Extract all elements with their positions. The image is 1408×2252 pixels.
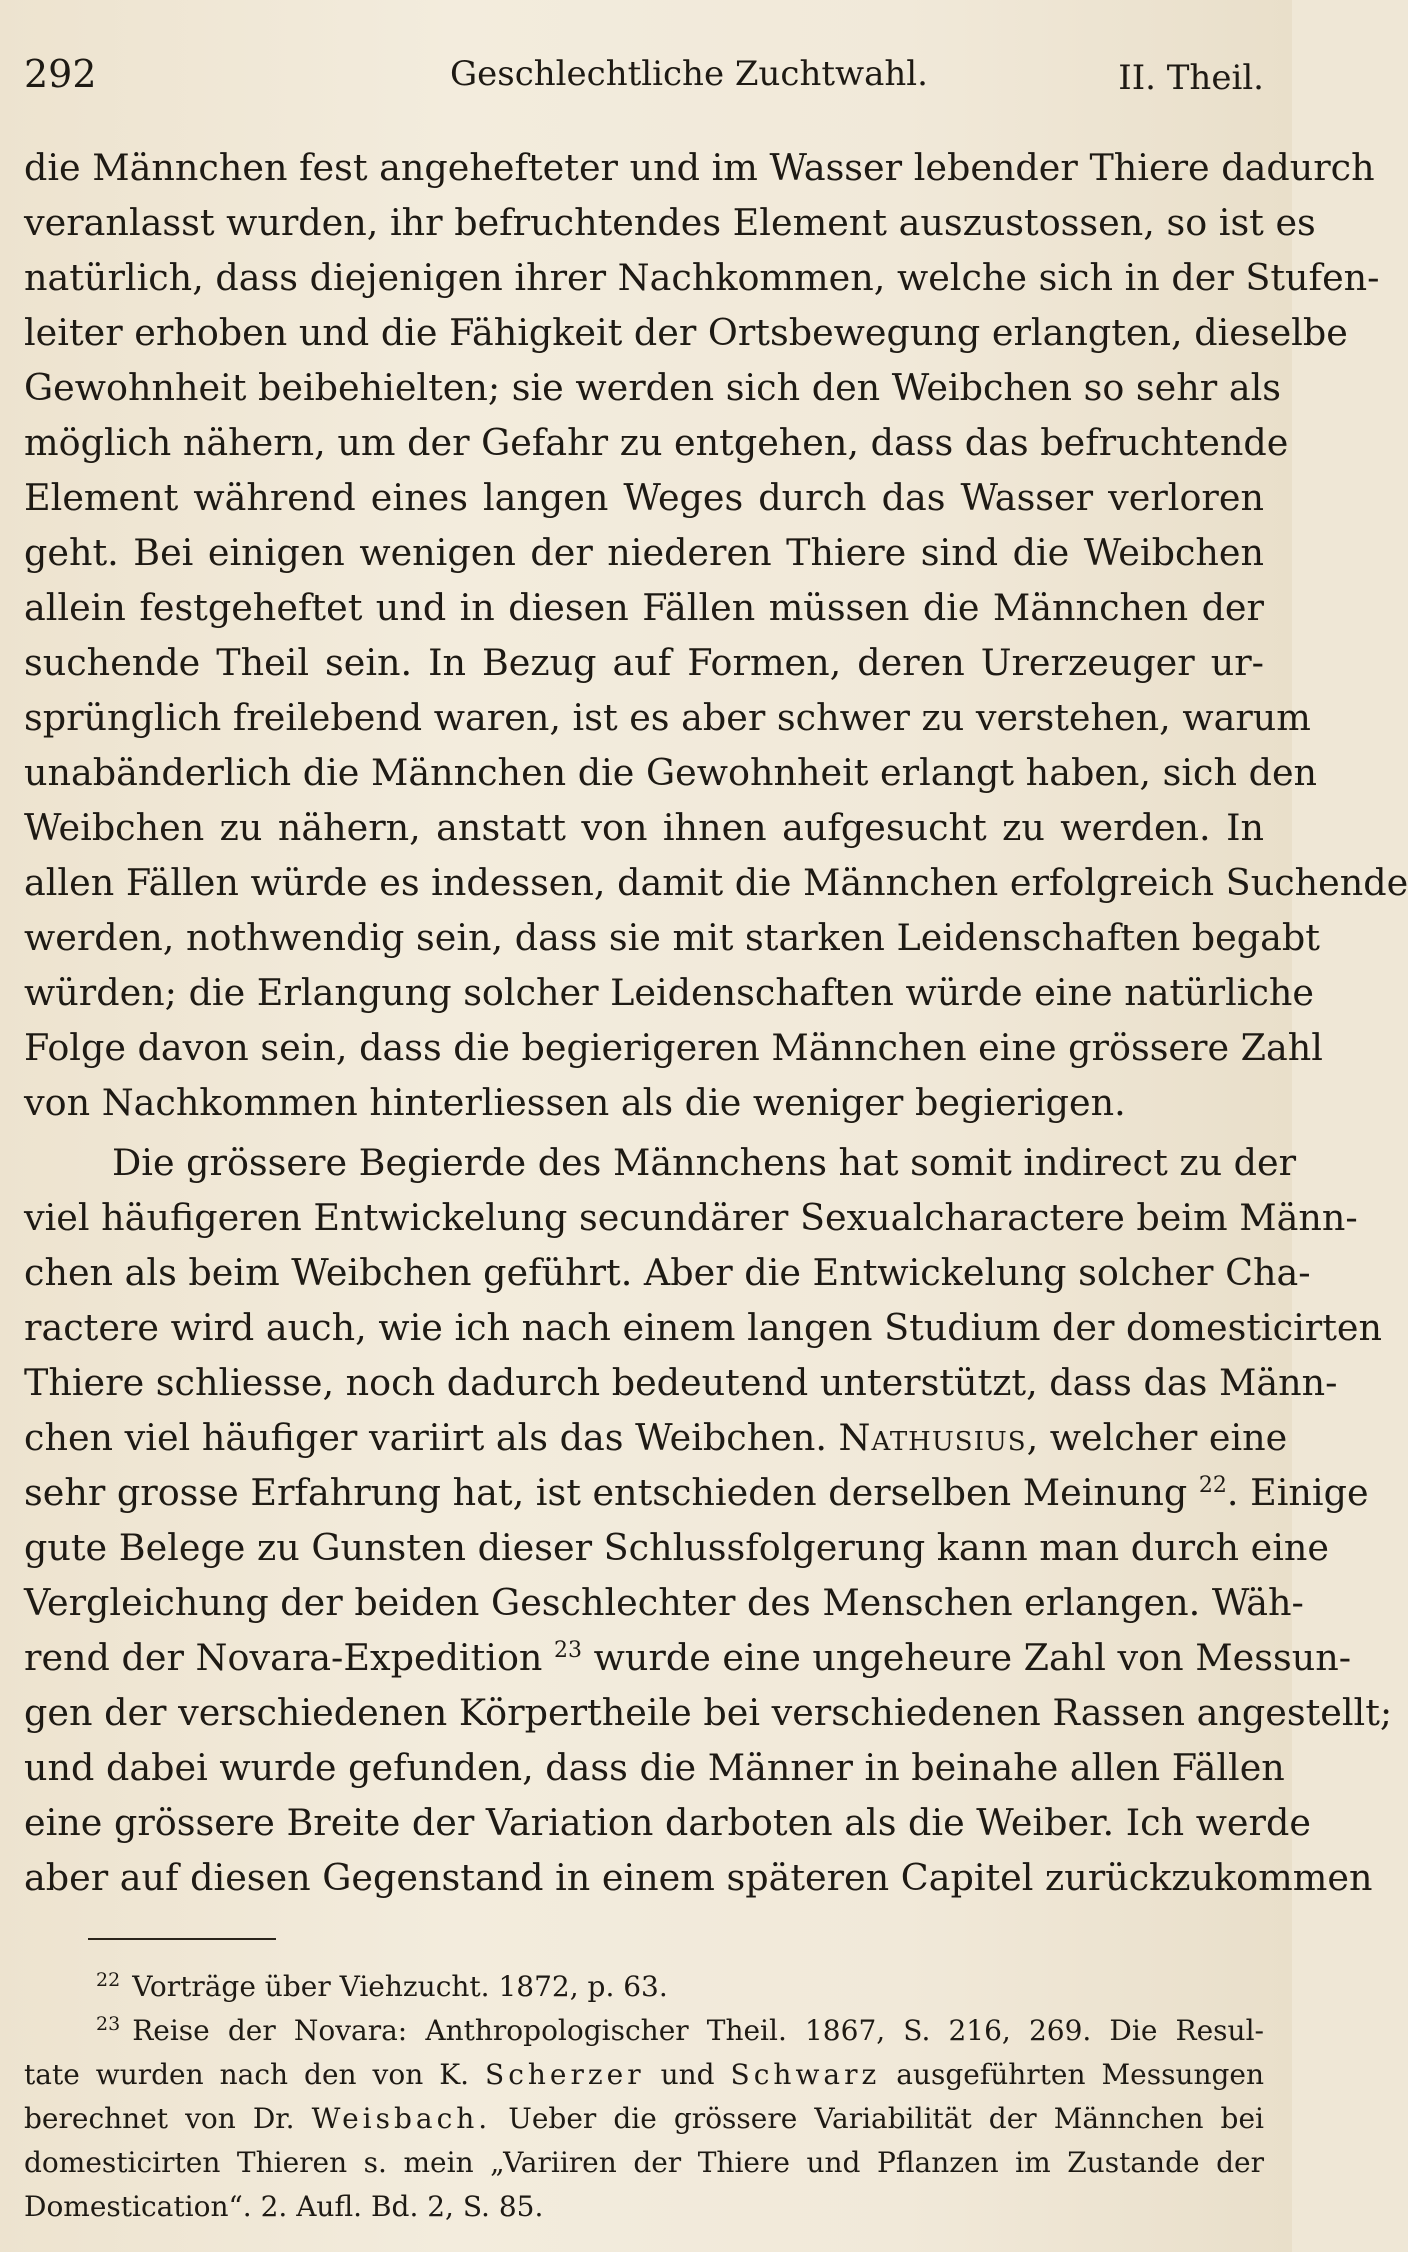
text-line: ractere wird auch, wie ich nach einem langen Studium der domesticirten	[24, 1306, 1383, 1349]
author-name: Weisbach.	[311, 2102, 492, 2135]
footnote-reference: 22	[1198, 1472, 1227, 1498]
text-line: gute Belege zu Gunsten dieser Schlussfolgerung kann man durch eine	[24, 1526, 1330, 1569]
text-line: die Männchen fest angehefteter und im Wasser lebender Thiere dadurch	[24, 146, 1375, 189]
text-line	[24, 1630, 1352, 1685]
text-line: geht. Bei einigen wenigen der niederen Thiere sind die Weibchen	[24, 531, 1264, 574]
paragraph-2	[24, 1135, 1393, 1905]
text-segment: rend der Novara-Expedition	[24, 1636, 543, 1679]
text-line: Vergleichung der beiden Geschlechter des Menschen erlangen. Wäh-	[24, 1581, 1304, 1624]
text-line: würden; die Erlangung solcher Leidenschaften würde eine natürliche	[24, 971, 1315, 1014]
text-line: allen Fällen würde es indessen, damit die Männchen erfolgreich Suchende	[24, 861, 1408, 904]
text-segment: , welcher eine	[1026, 1416, 1288, 1459]
running-title: Geschlechtliche Zuchtwahl.	[450, 54, 928, 94]
text-segment: chen viel häufiger variirt als das Weibchen.	[24, 1416, 827, 1459]
author-name: Scherzer	[485, 2058, 645, 2091]
footnote-number: 23	[96, 2012, 121, 2035]
text-segment: tate wurden nach den von K.	[24, 2058, 470, 2091]
text-line: unabänderlich die Männchen die Gewohnheit erlangt haben, sich den	[24, 751, 1318, 794]
text-line: sprünglich freilebend waren, ist es aber schwer zu verstehen, warum	[24, 696, 1311, 739]
text-line: Element während eines langen Weges durch das Wasser verloren	[24, 476, 1264, 519]
footnote-separator	[88, 1938, 276, 1940]
text-line: werden, nothwendig sein, dass sie mit starken Leidenschaften begabt	[24, 916, 1320, 959]
text-line: aber auf diesen Gegenstand in einem späteren Capitel zurückzukommen	[24, 1856, 1373, 1899]
main-text	[24, 140, 1408, 1905]
text-line: und dabei wurde gefunden, dass die Männer in beinahe allen Fällen	[24, 1746, 1285, 1789]
footnote-line	[24, 2097, 1264, 2141]
text-line: suchende Theil sein. In Bezug auf Formen, deren Urerzeuger ur-	[24, 641, 1264, 684]
text-line: allein festgeheftet und in diesen Fällen müssen die Männchen der	[24, 586, 1264, 629]
text-segment: sehr grosse Erfahrung hat, ist entschieden derselben Meinung	[24, 1471, 1188, 1514]
page-header	[24, 52, 1264, 102]
footnotes	[24, 1965, 1264, 2229]
text-line	[24, 1465, 1369, 1520]
footnote-23	[24, 2009, 1264, 2053]
footnote-22	[24, 1965, 1264, 2009]
text-line: veranlasst wurden, ihr befruchtendes Element auszustossen, so ist es	[24, 201, 1316, 244]
footnote-text: Reise der Novara: Anthropologischer Theil. 1867, S. 216, 269. Die Resul-	[132, 2014, 1264, 2047]
text-segment: . Einige	[1226, 1471, 1369, 1514]
text-line: gen der verschiedenen Körpertheile bei verschiedenen Rassen angestellt;	[24, 1691, 1393, 1734]
footnote-reference: 23	[554, 1637, 583, 1663]
text-segment: Ueber die grössere Variabilität der Männchen bei	[508, 2102, 1264, 2135]
text-line: viel häufigeren Entwickelung secundärer Sexualcharactere beim Männ-	[24, 1196, 1358, 1239]
footnote-text: Vorträge über Viehzucht. 1872, p. 63.	[132, 1970, 668, 2003]
author-name: Nathusius	[838, 1416, 1027, 1459]
paragraph-1	[24, 140, 1408, 1130]
text-line: Thiere schliesse, noch dadurch bedeutend unterstützt, dass das Männ-	[24, 1361, 1338, 1404]
text-segment: und	[660, 2058, 715, 2091]
footnote-line	[24, 2053, 1264, 2097]
text-line	[24, 1410, 1288, 1465]
text-line: Gewohnheit beibehielten; sie werden sich den Weibchen so sehr als	[24, 366, 1281, 409]
part-label: II. Theil.	[1118, 58, 1264, 98]
footnote-number: 22	[96, 1968, 121, 1991]
text-line: möglich nähern, um der Gefahr zu entgehen, dass das befruchtende	[24, 421, 1289, 464]
text-segment: berechnet von Dr.	[24, 2102, 295, 2135]
footnote-line: domesticirten Thieren s. mein „Variiren der Thiere und Pflanzen im Zustande der	[24, 2146, 1264, 2179]
text-line: chen als beim Weibchen geführt. Aber die Entwickelung solcher Cha-	[24, 1251, 1311, 1294]
text-line: Folge davon sein, dass die begierigeren Männchen eine grössere Zahl	[24, 1026, 1323, 1069]
text-line: Weibchen zu nähern, anstatt von ihnen aufgesucht zu werden. In	[24, 806, 1264, 849]
page-number: 292	[24, 52, 97, 96]
author-name: Schwarz	[730, 2058, 881, 2091]
text-line: Die grössere Begierde des Männchens hat somit indirect zu der	[112, 1141, 1297, 1184]
text-line: leiter erhoben und die Fähigkeit der Ortsbewegung erlangten, dieselbe	[24, 311, 1348, 354]
footnote-line: Domestication“. 2. Aufl. Bd. 2, S. 85.	[24, 2190, 544, 2223]
text-segment: wurde eine ungeheure Zahl von Messun-	[593, 1636, 1352, 1679]
text-line: natürlich, dass diejenigen ihrer Nachkommen, welche sich in der Stufen-	[24, 256, 1380, 299]
text-segment: ausgeführten Messungen	[896, 2058, 1265, 2091]
text-line: eine grössere Breite der Variation darboten als die Weiber. Ich werde	[24, 1801, 1311, 1844]
text-line: von Nachkommen hinterliessen als die weniger begierigen.	[24, 1081, 1126, 1124]
